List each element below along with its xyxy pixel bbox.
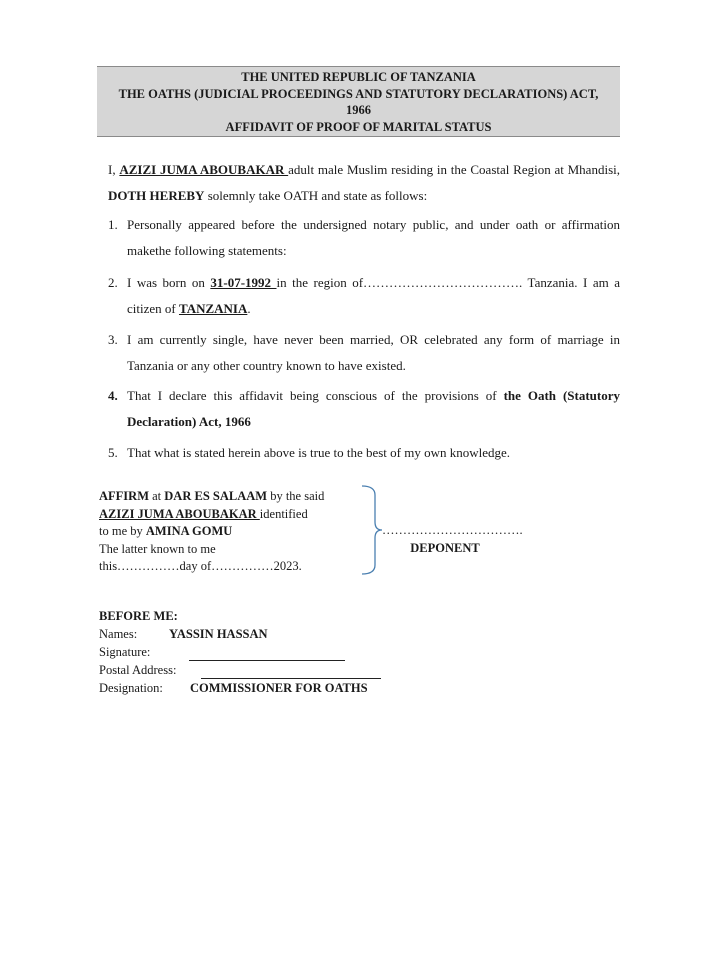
intro-prefix: I, — [108, 162, 120, 177]
intro-text-1: adult male Muslim residing in the Coastal Region at Mhandisi, — [288, 162, 620, 177]
item-number: 2. — [108, 275, 118, 290]
jurat-at: at — [149, 489, 165, 503]
item-text: I am currently single, have never been married, OR celebrated any form of marriage in Tanzania or any other country known to have existed. — [127, 332, 620, 373]
deponent-label: DEPONENT — [410, 541, 480, 555]
affirm-label: AFFIRM — [99, 489, 149, 503]
designation-label: Designation: — [99, 681, 163, 695]
list-item — [108, 440, 620, 466]
item-number: 4. — [108, 388, 118, 403]
jurat-deponent-name: AZIZI JUMA ABOUBAKAR — [99, 506, 260, 521]
item-number: 3. — [108, 332, 118, 347]
item-text: Personally appeared before the undersigned notary public, and under oath or affirmation makethe following statements: — [127, 217, 620, 258]
commissioner-name: YASSIN HASSAN — [169, 627, 268, 641]
date-of-birth: 31-07-1992 — [210, 275, 277, 290]
list-item — [108, 270, 620, 322]
postal-address-row — [99, 661, 381, 679]
jurat-by-said: by the said — [267, 489, 325, 503]
dob-prefix: I was born on — [127, 275, 211, 290]
item-number: 5. — [108, 445, 118, 460]
item-number: 1. — [108, 217, 118, 232]
declaration-text: That I declare this affidavit being conscious of the provisions of — [127, 388, 504, 403]
before-me-title: BEFORE ME: — [99, 609, 178, 623]
signature-row — [99, 643, 381, 661]
doth-hereby: DOTH HEREBY — [108, 188, 205, 203]
item-period: . — [247, 301, 251, 316]
header-republic: THE UNITED REPUBLIC OF TANZANIA — [241, 70, 476, 84]
region-text: in the region of………………………………. Tanzania. I am a citizen of — [127, 275, 620, 316]
citizenship-country: TANZANIA — [178, 301, 248, 316]
deponent-name: AZIZI JUMA ABOUBAKAR — [119, 162, 289, 177]
before-me-block — [99, 607, 381, 697]
header-affidavit-title: AFFIDAVIT OF PROOF OF MARITAL STATUS — [225, 119, 492, 134]
deponent-signature-block — [382, 522, 523, 557]
postal-address-field[interactable] — [201, 667, 381, 679]
names-row — [99, 625, 381, 643]
document-header — [97, 66, 620, 137]
postal-address-label: Postal Address: — [99, 663, 177, 677]
intro-paragraph — [108, 157, 620, 209]
designation-value: COMMISSIONER FOR OATHS — [190, 681, 368, 695]
list-item — [108, 212, 620, 264]
header-act-title: THE OATHS (JUDICIAL PROCEEDINGS AND STATUTORY DECLARATIONS) ACT, — [118, 86, 599, 101]
signature-label: Signature: — [99, 645, 151, 659]
deponent-signature-line: ……………………………. — [382, 523, 523, 537]
oath-act-reference: the Oath (Statutory Declaration) Act, 1966 — [127, 388, 621, 429]
header-act-year: 1966 — [346, 103, 371, 117]
jurat-to-me: to me by — [99, 524, 146, 538]
affirm-place: DAR ES SALAAM — [164, 489, 268, 503]
intro-text-2: solemnly take OATH and state as follows: — [204, 188, 428, 203]
item-text — [127, 270, 620, 322]
jurat-date: this……………day of……………2023. — [99, 559, 302, 573]
item-text — [127, 383, 620, 435]
curly-brace-icon — [360, 485, 384, 575]
names-label: Names: — [99, 627, 138, 641]
list-item — [108, 327, 620, 379]
list-item — [108, 383, 620, 435]
identifier-name: AMINA GOMU — [145, 524, 233, 538]
item-text: That what is stated herein above is true to the best of my own knowledge. — [127, 445, 511, 460]
jurat-identified: identified — [259, 506, 308, 521]
jurat-block — [99, 488, 324, 576]
jurat-latter: The latter known to me — [99, 541, 216, 556]
signature-field[interactable] — [189, 649, 345, 661]
designation-row — [99, 679, 381, 697]
